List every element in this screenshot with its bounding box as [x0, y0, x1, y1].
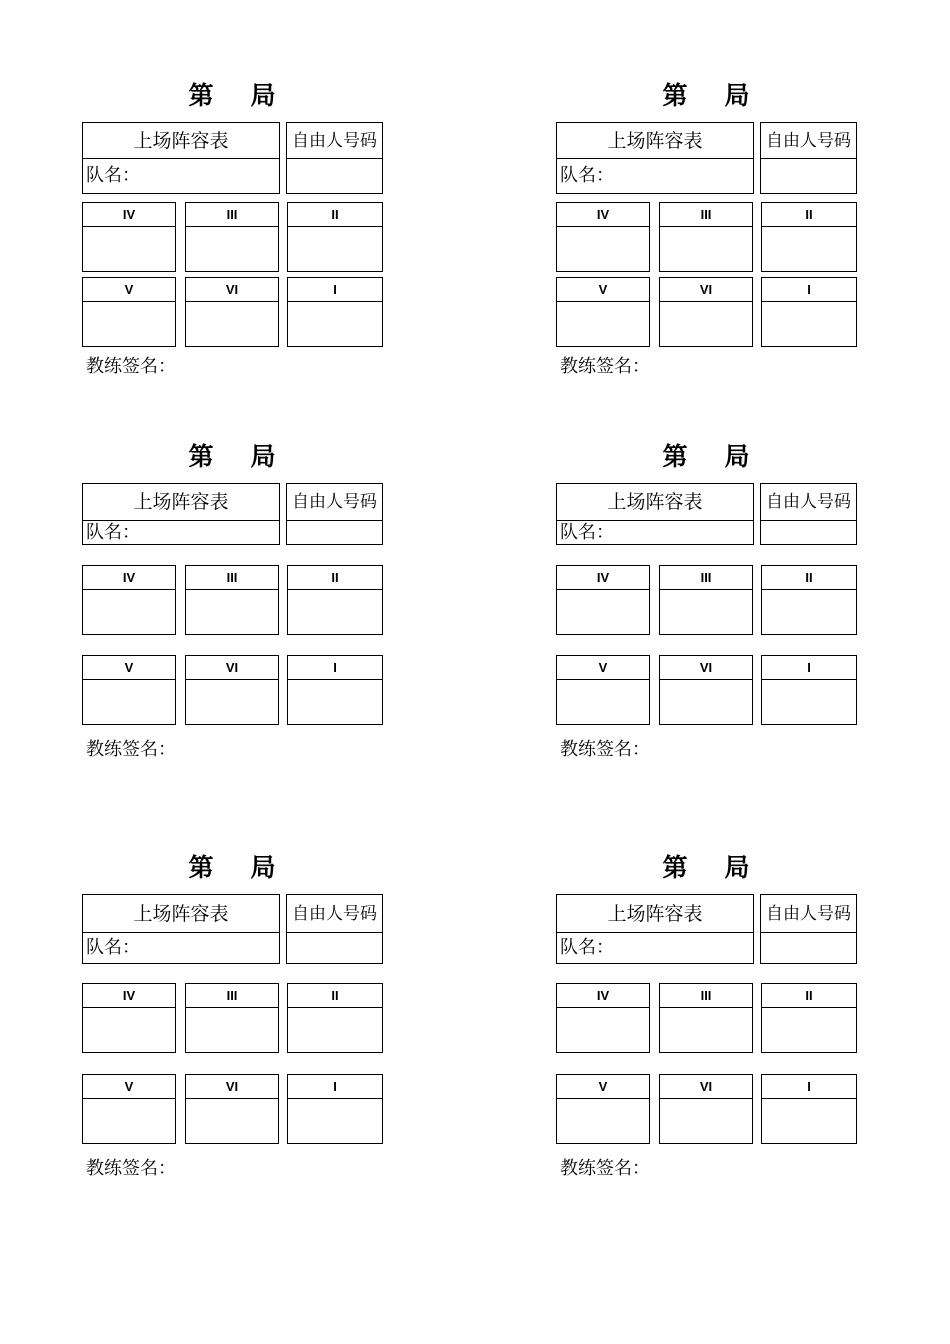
set-title-di: 第 [188, 81, 214, 110]
position-box-iv[interactable] [82, 983, 176, 1053]
player-number-field[interactable] [660, 227, 752, 271]
position-box-iv[interactable] [556, 983, 650, 1053]
lineup-card [556, 80, 876, 400]
position-label: V [557, 278, 649, 302]
position-box-iii[interactable] [659, 565, 753, 635]
position-label: IV [83, 566, 175, 590]
position-box-ii[interactable] [761, 565, 857, 635]
team-name-label: 队名： [86, 165, 140, 186]
set-title-ju: 局 [250, 853, 276, 882]
position-box-ii[interactable] [287, 565, 383, 635]
libero-box [760, 483, 857, 545]
team-name-label: 队名： [86, 521, 140, 543]
set-title-ju: 局 [724, 442, 750, 471]
lineup-team-box [82, 483, 280, 545]
lineup-label: 上场阵容表 [133, 130, 229, 152]
position-box-iii[interactable] [185, 983, 279, 1053]
position-box-iii[interactable] [659, 202, 753, 272]
player-number-field[interactable] [83, 302, 175, 346]
set-title-ju: 局 [250, 442, 276, 471]
position-box-ii[interactable] [761, 983, 857, 1053]
player-number-field[interactable] [762, 1099, 856, 1143]
position-box-iv[interactable] [556, 202, 650, 272]
position-label: IV [83, 984, 175, 1008]
libero-box [760, 894, 857, 964]
position-box-iii[interactable] [185, 565, 279, 635]
position-label: IV [557, 203, 649, 227]
position-box-vi[interactable] [659, 1074, 753, 1144]
player-number-field[interactable] [83, 1099, 175, 1143]
player-number-field[interactable] [762, 680, 856, 724]
set-title [556, 441, 856, 473]
position-label: V [83, 1075, 175, 1099]
position-label: II [762, 984, 856, 1008]
set-title-di: 第 [662, 853, 688, 882]
position-label: V [557, 656, 649, 680]
set-title-di: 第 [188, 853, 214, 882]
position-label: III [660, 984, 752, 1008]
position-label: II [762, 566, 856, 590]
position-box-v[interactable] [82, 1074, 176, 1144]
player-number-field[interactable] [660, 590, 752, 634]
player-number-field[interactable] [186, 302, 278, 346]
player-number-field[interactable] [660, 1008, 752, 1052]
lineup-label: 上场阵容表 [133, 903, 229, 925]
libero-box [760, 122, 857, 194]
lineup-label: 上场阵容表 [607, 903, 703, 925]
position-box-i[interactable] [761, 655, 857, 725]
lineup-team-box [82, 894, 280, 964]
position-box-i[interactable] [287, 277, 383, 347]
position-box-ii[interactable] [287, 202, 383, 272]
libero-label: 自由人号码 [766, 492, 851, 512]
lineup-team-box [556, 483, 754, 545]
lineup-card [82, 852, 402, 1179]
team-name-field[interactable] [617, 933, 751, 963]
position-label: III [186, 984, 278, 1008]
position-label: VI [660, 278, 752, 302]
libero-label: 自由人号码 [292, 904, 377, 924]
position-label: II [288, 984, 382, 1008]
coach-signature-label: 教练签名： [86, 739, 176, 760]
player-number-field[interactable] [557, 1099, 649, 1143]
libero-box [286, 894, 383, 964]
coach-signature-label: 教练签名： [560, 356, 650, 377]
player-number-field[interactable] [762, 1008, 856, 1052]
position-box-v[interactable] [556, 277, 650, 347]
player-number-field[interactable] [83, 1008, 175, 1052]
player-number-field[interactable] [83, 680, 175, 724]
lineup-card [82, 441, 402, 761]
player-number-field[interactable] [83, 590, 175, 634]
position-box-i[interactable] [287, 1074, 383, 1144]
player-number-field[interactable] [186, 680, 278, 724]
set-title [82, 852, 382, 884]
position-label: I [288, 1075, 382, 1099]
position-label: V [83, 278, 175, 302]
player-number-field[interactable] [660, 680, 752, 724]
libero-label: 自由人号码 [292, 131, 377, 151]
libero-box [286, 483, 383, 545]
position-box-v[interactable] [82, 277, 176, 347]
position-box-vi[interactable] [659, 655, 753, 725]
set-title [82, 80, 382, 112]
team-name-label: 队名： [86, 937, 140, 958]
team-name-label: 队名： [560, 521, 614, 543]
position-label: III [660, 566, 752, 590]
position-box-ii[interactable] [761, 202, 857, 272]
position-box-vi[interactable] [659, 277, 753, 347]
position-label: VI [660, 656, 752, 680]
coach-signature-label: 教练签名： [560, 739, 650, 760]
set-title [556, 80, 856, 112]
position-label: I [762, 1075, 856, 1099]
position-label: I [288, 656, 382, 680]
coach-signature-label: 教练签名： [86, 1158, 176, 1179]
lineup-label: 上场阵容表 [133, 491, 229, 513]
set-title-ju: 局 [724, 81, 750, 110]
position-label: I [762, 656, 856, 680]
player-number-field[interactable] [660, 1099, 752, 1143]
position-box-iii[interactable] [185, 202, 279, 272]
libero-box [286, 122, 383, 194]
set-title [82, 441, 382, 473]
player-number-field[interactable] [186, 590, 278, 634]
player-number-field[interactable] [288, 590, 382, 634]
position-label: VI [186, 1075, 278, 1099]
position-box-i[interactable] [287, 655, 383, 725]
libero-label: 自由人号码 [766, 131, 851, 151]
player-number-field[interactable] [288, 1008, 382, 1052]
player-number-field[interactable] [557, 1008, 649, 1052]
set-title-di: 第 [188, 442, 214, 471]
set-title-ju: 局 [250, 81, 276, 110]
player-number-field[interactable] [762, 590, 856, 634]
position-box-iv[interactable] [556, 565, 650, 635]
position-label: II [288, 203, 382, 227]
player-number-field[interactable] [288, 302, 382, 346]
position-label: I [762, 278, 856, 302]
team-name-field[interactable] [143, 159, 277, 193]
player-number-field[interactable] [762, 227, 856, 271]
set-title-ju: 局 [724, 853, 750, 882]
position-label: III [186, 203, 278, 227]
libero-number-field[interactable] [761, 933, 856, 963]
lineup-team-box [556, 122, 754, 194]
position-label: V [83, 656, 175, 680]
lineup-label: 上场阵容表 [607, 491, 703, 513]
position-label: V [557, 1075, 649, 1099]
position-box-vi[interactable] [185, 1074, 279, 1144]
position-label: IV [557, 566, 649, 590]
player-number-field[interactable] [557, 302, 649, 346]
position-label: I [288, 278, 382, 302]
position-label: VI [660, 1075, 752, 1099]
position-box-v[interactable] [556, 655, 650, 725]
position-box-i[interactable] [761, 1074, 857, 1144]
position-box-v[interactable] [556, 1074, 650, 1144]
libero-number-field[interactable] [287, 159, 382, 193]
lineup-team-box [82, 122, 280, 194]
lineup-card [556, 852, 876, 1179]
team-name-field[interactable] [143, 521, 277, 544]
player-number-field[interactable] [288, 227, 382, 271]
player-number-field[interactable] [660, 302, 752, 346]
player-number-field[interactable] [186, 227, 278, 271]
position-box-i[interactable] [761, 277, 857, 347]
coach-signature-label: 教练签名： [86, 356, 176, 377]
set-title [556, 852, 856, 884]
position-label: VI [186, 278, 278, 302]
team-name-field[interactable] [143, 933, 277, 963]
lineup-team-box [556, 894, 754, 964]
position-box-iv[interactable] [82, 565, 176, 635]
libero-number-field[interactable] [761, 521, 856, 544]
player-number-field[interactable] [186, 1008, 278, 1052]
player-number-field[interactable] [762, 302, 856, 346]
position-label: IV [83, 203, 175, 227]
position-label: III [660, 203, 752, 227]
position-box-iv[interactable] [82, 202, 176, 272]
set-title-di: 第 [662, 81, 688, 110]
libero-label: 自由人号码 [292, 492, 377, 512]
player-number-field[interactable] [186, 1099, 278, 1143]
player-number-field[interactable] [557, 680, 649, 724]
set-title-di: 第 [662, 442, 688, 471]
team-name-label: 队名： [560, 937, 614, 958]
player-number-field[interactable] [288, 1099, 382, 1143]
coach-signature-label: 教练签名： [560, 1158, 650, 1179]
position-box-v[interactable] [82, 655, 176, 725]
position-label: II [762, 203, 856, 227]
lineup-card [82, 80, 402, 400]
lineup-label: 上场阵容表 [607, 130, 703, 152]
position-box-vi[interactable] [185, 277, 279, 347]
libero-number-field[interactable] [287, 521, 382, 544]
position-label: VI [186, 656, 278, 680]
libero-number-field[interactable] [287, 933, 382, 963]
position-box-ii[interactable] [287, 983, 383, 1053]
team-name-label: 队名： [560, 165, 614, 186]
team-name-field[interactable] [617, 521, 751, 544]
position-label: IV [557, 984, 649, 1008]
position-label: II [288, 566, 382, 590]
libero-number-field[interactable] [761, 159, 856, 193]
player-number-field[interactable] [83, 227, 175, 271]
lineup-card [556, 441, 876, 761]
position-box-iii[interactable] [659, 983, 753, 1053]
position-label: III [186, 566, 278, 590]
libero-label: 自由人号码 [766, 904, 851, 924]
position-box-vi[interactable] [185, 655, 279, 725]
player-number-field[interactable] [557, 227, 649, 271]
player-number-field[interactable] [288, 680, 382, 724]
player-number-field[interactable] [557, 590, 649, 634]
team-name-field[interactable] [617, 159, 751, 193]
